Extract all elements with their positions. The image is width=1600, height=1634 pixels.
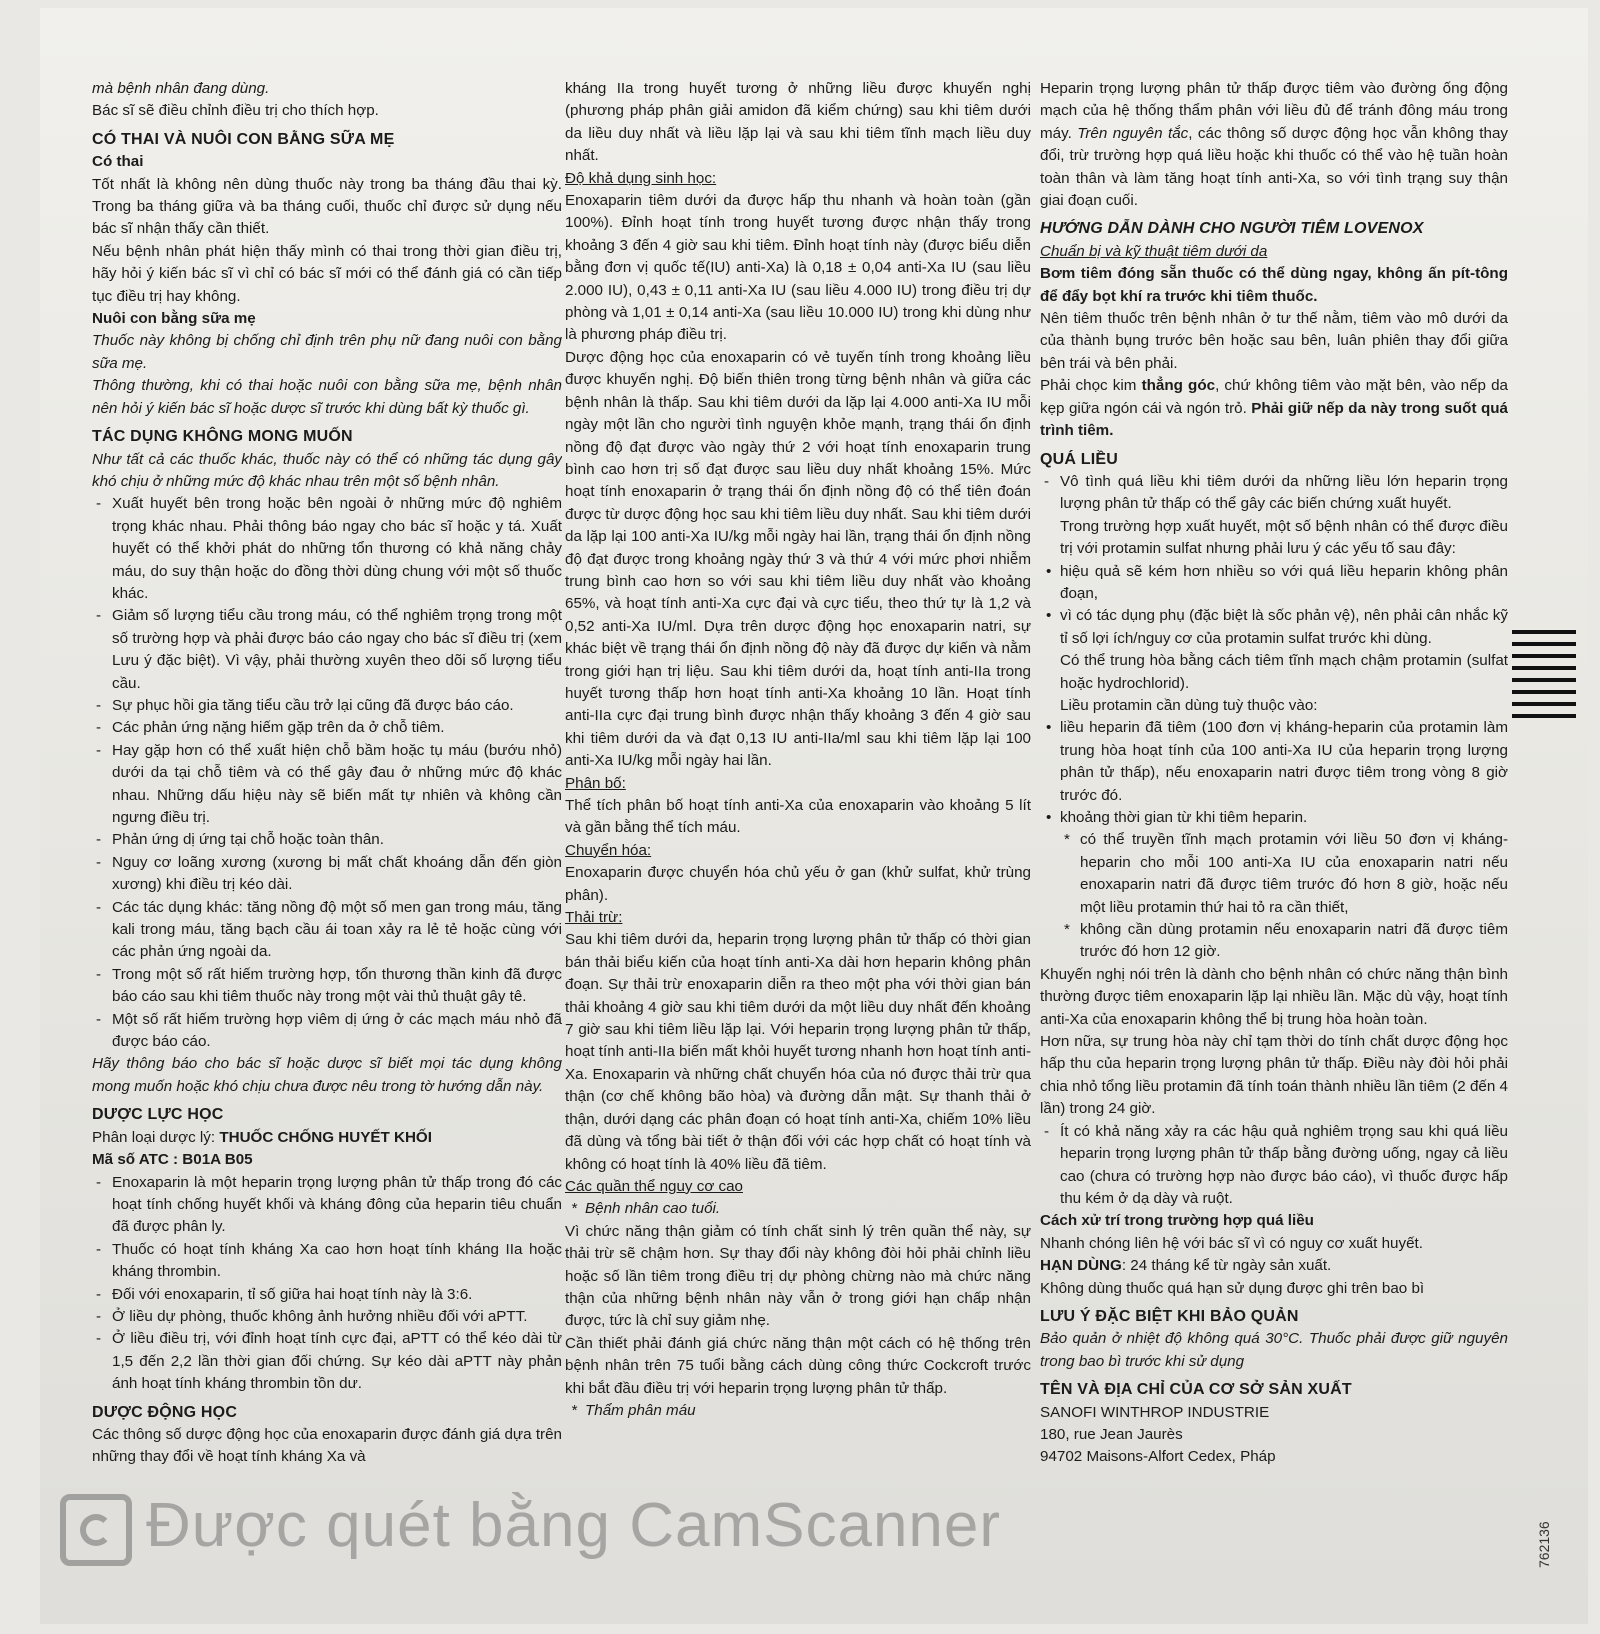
subheading-overdose-management: Cách xử trí trong trường hợp quá liều [1040, 1212, 1314, 1230]
section-heading-overdose: QUÁ LIỀU [1040, 450, 1119, 468]
edge-ink-mark [1512, 642, 1576, 646]
paragraph: Sau khi tiêm dưới da, heparin trọng lượng phân tử thấp có thời gian bán thải biểu kiến của hoạt tính anti-Xa dài hơn heparin không phân đoạn. Sự thải trừ enoxaparin diễn ra theo một pha với thời gian bán thải khoảng 4 giờ sau khi tiêm dưới da một liều duy nhất đến khoảng 7 giờ sau khi tiêm liều lặp lại. Với heparin trọng lượng phân tử thấp, hoạt tính anti-IIa biến mất khỏi huyết tương nhanh hơn hoạt tính anti-Xa. Enoxaparin và những chất chuyển hóa của nó được thải trừ qua thận (cơ chế không bão hòa) và đường dẫn mật. Sự thanh thải ở thận, dưới dạng các phân đoạn có hoạt tính anti-Xa, chiếm 10% liều đã dùng và tổng bài tiết ở thận đối với các hợp chất có hoạt tính và không có hoạt tính là 40% liều đã tiêm. [565, 931, 1031, 1173]
manufacturer-city: 94702 Maisons-Alfort Cedex, Pháp [1040, 1448, 1276, 1466]
subheading-preparation: Chuẩn bị và kỹ thuật tiêm dưới da [1040, 242, 1268, 260]
text-run: Phải chọc kim [1040, 377, 1142, 395]
paragraph: Vì chức năng thận giảm có tính chất sinh lý trên quần thể này, sự thải trừ sẽ chậm hơn. Sự thay đổi này không đòi hỏi phải chỉnh liều hoặc số lần tiêm trong điều trị dự phòng chừng nào mà chức năng thận của những bệnh nhân này vẫn ở trong giới hạn chấp nhận được, tức là chỉ suy giảm nhẹ. [565, 1222, 1031, 1330]
edge-ink-mark [1512, 654, 1576, 658]
protamine-caution-list [1040, 561, 1508, 651]
paragraph: Enoxaparin được chuyển hóa chủ yếu ở gan (khử sulfat, khử trùng phân). [565, 864, 1031, 904]
risk-group-list [565, 1198, 1031, 1220]
paragraph: mà bệnh nhân đang dùng. [92, 80, 270, 97]
oral-overdose-list [1040, 1121, 1508, 1211]
paragraph: Liều protamin cần dùng tuỳ thuộc vào: [1060, 696, 1318, 714]
paragraph: Tốt nhất là không nên dùng thuốc này trong ba tháng đầu thai kỳ. Trong ba tháng giữa và ba tháng cuối, thuốc chỉ được sử dụng nếu bác sĩ nhận thấy cần thiết. [92, 175, 562, 238]
paragraph: Hơn nữa, sự trung hòa này chỉ tạm thời do tính chất dược động học hấp thu của heparin trọng lượng phân tử thấp. Điều này đòi hỏi phải chia nhỏ tổng liều protamin đã tính toán thành nhiều lần tiêm (2 đến 4 lần) trong 24 giờ. [1040, 1033, 1508, 1118]
subheading-bioavailability: Độ khả dụng sinh học: [565, 169, 717, 187]
section-heading-pregnancy: CÓ THAI VÀ NUÔI CON BẰNG SỮA MẸ [92, 130, 395, 148]
drug-class-label: Phân loại dược lý: [92, 1128, 220, 1146]
list-item: - Enoxaparin là một heparin trọng lượng phân tử thấp trong đó các hoạt tính chống huyết khối và kháng đông của heparin tiêu chuẩn đã được phân ly. [92, 1172, 562, 1239]
subheading-pregnant: Có thai [92, 153, 144, 171]
edge-ink-mark [1512, 702, 1576, 706]
list-item: - Thuốc có hoạt tính kháng Xa cao hơn hoạt tính kháng IIa hoặc kháng thrombin. [92, 1239, 562, 1284]
section-heading-storage: LƯU Ý ĐẶC BIỆT KHI BẢO QUẢN [1040, 1307, 1299, 1325]
risk-group-list [565, 1400, 1031, 1422]
list-item: - Ở liều điều trị, với đỉnh hoạt tính cực đại, aPTT có thể kéo dài từ 1,5 đến 2,2 lần thời gian đối chứng. Sự kéo dài aPTT này phản ánh hoạt tính kháng thrombin tồn dư. [92, 1328, 562, 1395]
list-item: - Nguy cơ loãng xương (xương bị mất chất khoáng dẫn đến giòn xương) khi điều trị kéo dài. [92, 852, 562, 897]
text-run: Heparin trọng lượng phân tử thấp được tiêm vào đường ống động mạch của hệ thống thẩm phân với liều đủ để tránh đông máu trong máy. [1040, 80, 1508, 142]
manufacturer-name: SANOFI WINTHROP INDUSTRIE [1040, 1403, 1270, 1421]
list-item: - Đối với enoxaparin, tỉ số giữa hai hoạt tính này là 3:6. [92, 1284, 562, 1306]
expiry-line [1040, 1255, 1508, 1277]
list-item: - Một số rất hiếm trường hợp viêm dị ứng ở các mạch máu nhỏ đã được báo cáo. [92, 1009, 562, 1054]
paragraph: Cần thiết phải đánh giá chức năng thận một cách có hệ thống trên bệnh nhân trên 75 tuổi bằng cách dùng công thức Cockcroft trước khi bắt đầu điều trị với heparin trọng lượng phân tử thấp. [565, 1334, 1031, 1397]
text-run: thẳng góc [1141, 377, 1216, 395]
paragraph [1040, 78, 1508, 212]
subheading-high-risk: Các quần thể nguy cơ cao [565, 1177, 743, 1195]
paragraph: Dược động học của enoxaparin có vẻ tuyến tính trong khoảng liều được khuyến nghị. Độ biến thiên trong từng bệnh nhân và giữa các bệnh nhân là thấp. Sau khi tiêm dưới da lặp lại 4.000 anti-Xa IU mỗi ngày một lần cho người tình nguyện khỏe mạnh, trạng thái ổn định nồng độ đạt được vào ngày thứ 2 với hoạt tính enoxaparin trung bình cao hơn trị số đạt được sau liều duy nhất khoảng 15%. Mức hoạt tính enoxaparin ở trạng thái ổn định nồng độ có thể tiên đoán được từ dược động học sau khi tiêm liều duy nhất. Sau khi tiêm dưới da lặp lại 100 anti-Xa IU/kg mỗi ngày hai lần, trạng thái ổn định nồng độ đạt được trong khoảng ngày thứ 3 và thứ 4 với mức phơi nhiễm trung bình cao hơn so với sau khi tiêm liều duy nhất vào khoảng 65%, và hoạt tính anti-Xa cực đại và cực tiểu, theo thứ tự là 1,2 và 0,52 anti-Xa IU/ml. Dựa trên dược động học enoxaparin natri, sự khác biệt về trạng thái ổn định nồng độ này đã được dự kiến và nằm trong giới hạn trị liệu. Sau khi tiêm dưới da, hoạt tính anti-IIa trong huyết tương thấp hơn hoạt tính anti-Xa khoảng 10 lần. Hoạt tính anti-IIa cực đại trung bình được nhận thấy khoảng 3 đến 4 giờ sau khi tiêm dưới da và đạt 0,13 IU anti-IIa/ml sau khi tiêm lặp lại 100 anti-Xa IU/kg mỗi ngày hai lần. [565, 348, 1031, 770]
paragraph: Bảo quản ở nhiệt độ không quá 30°C. Thuốc phải được giữ nguyên trong bao bì trước khi sử dụng [1040, 1330, 1508, 1370]
paragraph: Không dùng thuốc quá hạn sử dụng được ghi trên bao bì [1040, 1279, 1425, 1297]
protamine-dose-list [1040, 717, 1508, 963]
list-item: - Ở liều dự phòng, thuốc không ảnh hưởng nhiều đối với aPTT. [92, 1306, 562, 1328]
paragraph: Nhanh chóng liên hệ với bác sĩ vì có nguy cơ xuất huyết. [1040, 1234, 1423, 1252]
column-2 [565, 78, 1031, 1598]
paragraph: Thuốc này không bị chống chỉ định trên phụ nữ đang nuôi con bằng sữa mẹ. [92, 332, 562, 372]
atc-code: Mã số ATC : B01A B05 [92, 1151, 253, 1169]
edge-print-code: 762136 [1536, 1521, 1552, 1568]
list-item: • liều heparin đã tiêm (100 đơn vị kháng-heparin của protamin làm trung hòa hoạt tính của 100 anti-Xa IU của heparin trọng lượng phân tử thấp), nếu enoxaparin natri được tiêm trong vòng 8 giờ trước đó. [1040, 717, 1508, 807]
text-run: Trên nguyên tắc [1077, 124, 1189, 142]
paragraph: Có thể trung hòa bằng cách tiêm tĩnh mạch chậm protamin (sulfat hoặc hydrochlorid). [1060, 652, 1508, 692]
paragraph: Thể tích phân bố hoạt tính anti-Xa của enoxaparin vào khoảng 5 lít và gần bằng thể tích máu. [565, 797, 1031, 837]
paragraph: kháng IIa trong huyết tương ở những liều được khuyến nghị (phương pháp phân giải amidon đã kiểm chứng) sau khi tiêm dưới da liều duy nhất và liều lặp lại và sau khi tiêm tĩnh mạch liều duy nhất. [565, 80, 1031, 165]
paragraph: Như tất cả các thuốc khác, thuốc này có thể có những tác dụng gây khó chịu ở những mức độ khác nhau trên một số bệnh nhân. [92, 450, 562, 490]
paragraph: Nên tiêm thuốc trên bệnh nhân ở tư thế nằm, tiêm vào mô dưới da của thành bụng trước bên hoặc sau bên, luân phiên thay đổi giữa bên trái và bên phải. [1040, 310, 1508, 372]
list-item: - Phản ứng dị ứng tại chỗ hoặc toàn thân. [92, 829, 562, 851]
section-heading-pharmacokinetics: DƯỢC ĐỘNG HỌC [92, 1403, 238, 1421]
subheading-metabolism: Chuyển hóa: [565, 841, 652, 859]
paragraph: Bơm tiêm đóng sẵn thuốc có thể dùng ngay, không ấn pít-tông để đẩy bọt khí ra trước khi tiêm thuốc. [1040, 265, 1508, 305]
section-heading-pharmacology: DƯỢC LỰC HỌC [92, 1106, 224, 1124]
list-item: • vì có tác dụng phụ (đặc biệt là sốc phản vệ), nên phải cân nhắc kỹ tỉ số lợi ích/nguy cơ của protamin sulfat trước khi dùng. [1040, 605, 1508, 650]
list-item: - Giảm số lượng tiểu cầu trong máu, có thể nghiêm trọng trong một số trường hợp và phải được báo cáo ngay cho bác sĩ điều trị (xem Lưu ý đặc biệt). Vì vậy, phải thường xuyên theo dõi số lượng tiểu cầu. [92, 605, 562, 695]
subheading-distribution: Phân bố: [565, 774, 626, 792]
list-item: - Trong một số rất hiếm trường hợp, tổn thương thần kinh đã được báo cáo sau khi tiêm thuốc này trong một vài thủ thuật gây tê. [92, 964, 562, 1009]
subheading-breastfeeding: Nuôi con bằng sữa mẹ [92, 310, 256, 328]
list-item: - Ít có khả năng xảy ra các hậu quả nghiêm trọng sau khi quá liều heparin trọng lượng phân tử thấp bằng đường uống, ngay cả liều cao (chưa có trường hợp nào được báo cáo), vì thuốc được hấp thu kém ở dạ dày và ruột. [1040, 1121, 1508, 1211]
section-heading-injection-guide: HƯỚNG DẪN DÀNH CHO NGƯỜI TIÊM LOVENOX [1040, 220, 1424, 238]
side-effects-list [92, 493, 562, 1053]
list-item: • hiệu quả sẽ kém hơn nhiều so với quá liều heparin không phân đoạn, [1040, 561, 1508, 606]
text-run: , chứ không tiêm vào mặt bên, vào nếp da kẹp giữa ngón cái và ngón trỏ. [1040, 377, 1508, 417]
column-3 [1040, 78, 1508, 1598]
section-heading-manufacturer: TÊN VÀ ĐỊA CHỈ CỦA CƠ SỞ SẢN XUẤT [1040, 1381, 1352, 1399]
edge-ink-mark [1512, 666, 1576, 670]
paragraph: Khuyến nghị nói trên là dành cho bệnh nhân có chức năng thận bình thường được tiêm enoxaparin lặp lại nhiều lần. Mặc dù vậy, hoạt tính anti-Xa của enoxaparin không thể bị trung hòa hoàn toàn. [1040, 965, 1508, 1028]
expiry-value: : 24 tháng kể từ ngày sản xuất. [1121, 1257, 1332, 1275]
edge-ink-mark [1512, 690, 1576, 694]
manufacturer-street: 180, rue Jean Jaurès [1040, 1425, 1183, 1443]
list-item: - Sự phục hồi gia tăng tiểu cầu trở lại cũng đã được báo cáo. [92, 695, 562, 717]
list-item: - Xuất huyết bên trong hoặc bên ngoài ở những mức độ nghiêm trọng khác nhau. Phải thông báo ngay cho bác sĩ hoặc y tá. Xuất huyết có thể khởi phát do những tổn thương có khả năng chảy máu, do suy thận hoặc do đồng thời dùng chung với một số thuốc khác. [92, 493, 562, 605]
text-run: , các thông số dược động học vẫn không thay đổi, trừ trường hợp quá liều hoặc khi thuốc có thể vào hệ tuần hoàn toàn thân và làm tăng hoạt tính anti-Xa, so với tình trạng suy thận giai đoạn cuối. [1040, 124, 1508, 210]
leaflet-sheet [40, 8, 1588, 1624]
list-item: * không cần dùng protamin nếu enoxaparin natri đã được tiêm trước đó hơn 12 giờ. [1040, 919, 1508, 964]
section-heading-side-effects: TÁC DỤNG KHÔNG MONG MUỐN [92, 428, 353, 446]
column-1 [92, 78, 562, 1598]
paragraph: Thông thường, khi có thai hoặc nuôi con bằng sữa mẹ, bệnh nhân nên hỏi ý kiến bác sĩ hoặc dược sĩ trước khi dùng bất kỳ thuốc gì. [92, 377, 562, 417]
list-item: - Hay gặp hơn có thể xuất hiện chỗ bầm hoặc tụ máu (bướu nhỏ) dưới da tại chỗ tiêm và có thể gây đau ở những mức độ khác nhau. Những dấu hiệu này sẽ biến mất tự nhiên và không cần ngưng điều trị. [92, 740, 562, 830]
edge-ink-mark [1512, 630, 1576, 634]
list-item: - Các phản ứng nặng hiếm gặp trên da ở chỗ tiêm. [92, 717, 562, 739]
paragraph: Trong trường hợp xuất huyết, một số bệnh nhân có thể được điều trị với protamin sulfat nhưng phải lưu ý các yếu tố sau đây: [1060, 517, 1508, 558]
paragraph: Bác sĩ sẽ điều chỉnh điều trị cho thích hợp. [92, 102, 379, 120]
list-item: * Thẩm phân máu [565, 1400, 1031, 1422]
list-item: * có thể truyền tĩnh mạch protamin với liều 50 đơn vị kháng-heparin cho mỗi 100 anti-Xa IU của enoxaparin natri nếu enoxaparin natri đã được tiêm trước đó hơn 8 giờ, hoặc nếu một liều protamin thứ hai tỏ ra cần thiết, [1040, 829, 1508, 919]
subheading-elimination: Thải trừ: [565, 909, 623, 927]
paragraph: Enoxaparin tiêm dưới da được hấp thu nhanh và hoàn toàn (gần 100%). Đỉnh hoạt tính trong huyết tương được nhận thấy trong khoảng 3 đến 4 giờ sau khi tiêm. Đỉnh hoạt tính này (được biểu diễn bằng đơn vị quốc tế(IU) anti-Xa) là 0,18 ± 0,04 anti-Xa IU (sau liều 2.000 IU), 0,43 ± 0,11 anti-Xa IU (sau liều 4.000 IU) trong điều trị dự phòng và 1,01 ± 0,14 anti-Xa (sau liều 10.000 IU) trong khi dùng như là phương pháp điều trị. [565, 192, 1031, 344]
list-item: - Vô tình quá liều khi tiêm dưới da những liều lớn heparin trọng lượng phân tử thấp có thể gây các biến chứng xuất huyết. [1040, 471, 1508, 516]
pharmacology-list [92, 1172, 562, 1396]
camscanner-watermark [60, 1488, 1002, 1584]
edge-ink-mark [1512, 714, 1576, 718]
list-item: * Bệnh nhân cao tuổi. [565, 1198, 1031, 1220]
watermark-text: Được quét bằng CamScanner [146, 1491, 1002, 1560]
section-heading-expiry: HẠN DÙNG [1040, 1257, 1122, 1275]
paragraph: Hãy thông báo cho bác sĩ hoặc dược sĩ biết mọi tác dụng không mong muốn hoặc khó chịu chưa được nêu trong tờ hướng dẫn này. [92, 1055, 562, 1095]
drug-class-value: THUỐC CHỐNG HUYẾT KHỐI [219, 1128, 432, 1146]
list-item: - Các tác dụng khác: tăng nồng độ một số men gan trong máu, tăng kali trong máu, tăng bạch cầu ái toan xảy ra lẻ tẻ hoặc cùng với các phản ứng ngoài da. [92, 897, 562, 964]
paragraph: Các thông số dược động học của enoxaparin được đánh giá dựa trên những thay đổi về hoạt tính kháng Xa và [92, 1425, 562, 1466]
list-item: • khoảng thời gian từ khi tiêm heparin. [1040, 807, 1508, 829]
paragraph: Nếu bệnh nhân phát hiện thấy mình có thai trong thời gian điều trị, hãy hỏi ý kiến bác sĩ vì chỉ có bác sĩ mới có thể đánh giá có cần tiếp tục điều trị hay không. [92, 242, 562, 305]
paragraph [1040, 375, 1508, 442]
text-run: Phải giữ nếp da này trong suốt quá trình tiêm. [1040, 399, 1508, 440]
overdose-list [1040, 471, 1508, 516]
edge-ink-mark [1512, 678, 1576, 682]
camscanner-logo-icon [60, 1494, 132, 1566]
drug-class-line [92, 1127, 562, 1149]
